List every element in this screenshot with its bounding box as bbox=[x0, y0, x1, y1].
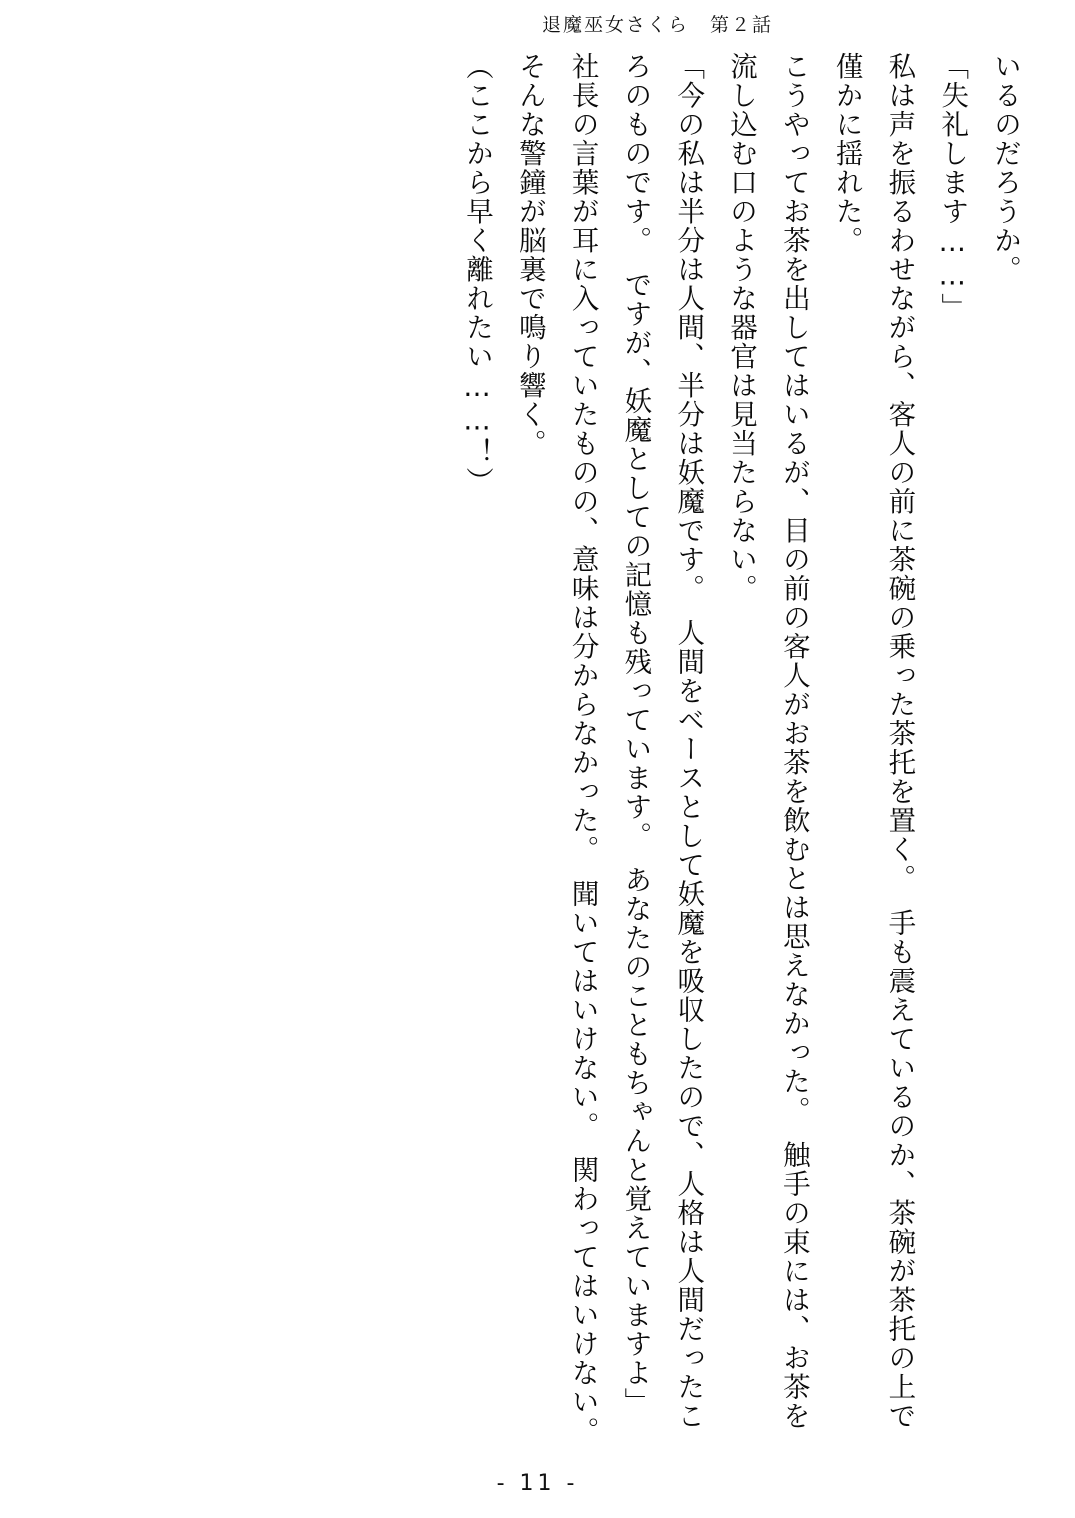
page-footer bbox=[0, 1471, 1075, 1496]
header-title: 退魔巫女さくら 第２話 bbox=[541, 14, 773, 36]
paragraph: 「今の私は半分は人間、半分は妖魔です。 人間をベースとして妖魔を吸収したので、人格は人間だったころのものです。 ですが、妖魔としての記憶も残っています。 あなたのこともちゃんと覚えていますよ」 bbox=[619, 52, 705, 1431]
page-header bbox=[0, 10, 1075, 37]
paragraph: 「失礼します……」 bbox=[936, 52, 969, 322]
paragraph: 社長の言葉が耳に入っていたものの、意味は分からなかった。 聞いてはいけない。 関わってはいけない。 そんな警鐘が脳裏で鳴り響く。 bbox=[513, 52, 599, 1461]
paragraph: 私は声を振るわせながら、客人の前に茶碗の乗った茶托を置く。 手も震えているのか、茶碗が茶托の上で僅かに揺れた。 bbox=[830, 52, 916, 1431]
paragraph: いるのだろうか。 bbox=[989, 52, 1021, 284]
body-text-block bbox=[44, 52, 1031, 1461]
page-number: - 11 - bbox=[496, 1471, 579, 1496]
paragraph: （ここから早く離れたい……！） bbox=[461, 52, 494, 496]
paragraph: こうやってお茶を出してはいるが、目の前の客人がお茶を飲むとは思えなかった。 触手の束には、お茶を流し込む口のような器官は見当たらない。 bbox=[725, 52, 810, 1431]
